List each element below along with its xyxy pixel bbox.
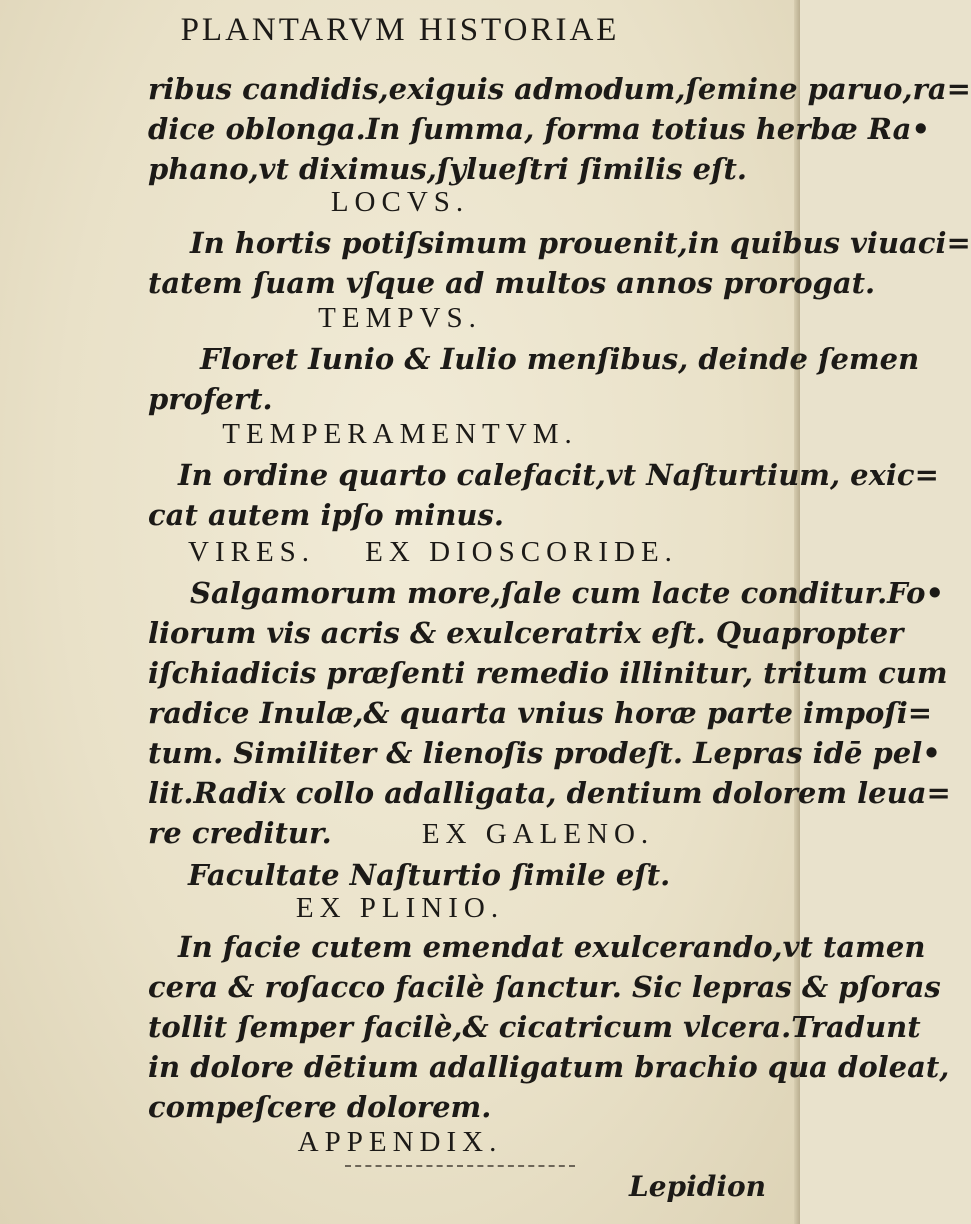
decorative-rule (345, 1165, 575, 1168)
text-line: ribus candidis,exiguis admodum,ſemine paruo,ra= (148, 72, 971, 106)
text-line: radice Inulæ,& quarta vnius horæ parte impoſi= (148, 696, 933, 730)
heading-ex-plinio: EX PLINIO. (295, 892, 505, 924)
heading-ex-dioscoride: EX DIOSCORIDE. (365, 536, 678, 568)
text-line: cera & roſacco facilè ſanctur. Sic lepras & pſoras (148, 970, 941, 1004)
text-line: dice oblonga.In ſumma, forma totius herbæ Ra• (148, 112, 931, 146)
text-line: In ordine quarto calefacit,vt Naſturtium, exic= (178, 458, 939, 492)
text-line: Facultate Naſturtio ſimile eſt. (188, 858, 671, 892)
text-line: in dolore dētium adalligatum brachio qua doleat, (148, 1050, 950, 1084)
text-line: tatem ſuam vſque ad multos annos prorogat. (148, 266, 876, 300)
catchword: Lepidion (629, 1170, 766, 1203)
text-line: tum. Similiter & lienoſis prodeſt. Lepras idē pel• (148, 736, 941, 770)
text-line: liorum vis acris & exulceratrix eſt. Quapropter (148, 616, 904, 650)
text-line: lit.Radix collo adalligata, dentium dolorem leua= (148, 776, 951, 810)
text-line: profert. (148, 382, 273, 416)
text-line: re creditur. (148, 816, 332, 850)
heading-appendix: APPENDIX. (297, 1126, 503, 1158)
text-line: compeſcere dolorem. (148, 1090, 492, 1124)
heading-tempus: TEMPVS. (318, 302, 482, 334)
text-line: In facie cutem emendat exulcerando,vt tamen (178, 930, 926, 964)
text-line: phano,vt diximus,ſylueſtri ſimilis eſt. (148, 152, 748, 186)
heading-locus: LOCVS. (330, 186, 470, 218)
running-head: PLANTARVM HISTORIAE (180, 12, 620, 48)
text-line: tollit ſemper facilè,& cicatricum vlcera.Tradunt (148, 1010, 921, 1044)
heading-row-vires (188, 534, 678, 569)
heading-row-galeno (148, 816, 654, 851)
text-line: Floret Iunio & Iulio menſibus, deinde ſemen (200, 342, 920, 376)
heading-temperamentum: TEMPERAMENTVM. (222, 418, 578, 450)
text-line: Salgamorum more,ſale cum lacte conditur.Fo• (190, 576, 945, 610)
text-line: iſchiadicis præſenti remedio illinitur, tritum cum (148, 656, 948, 690)
heading-vires: VIRES. (188, 536, 316, 568)
text-line: cat autem ipſo minus. (148, 498, 504, 532)
text-line: In hortis potiſsimum prouenit,in quibus viuaci= (190, 226, 971, 260)
heading-ex-galeno: EX GALENO. (421, 818, 655, 850)
